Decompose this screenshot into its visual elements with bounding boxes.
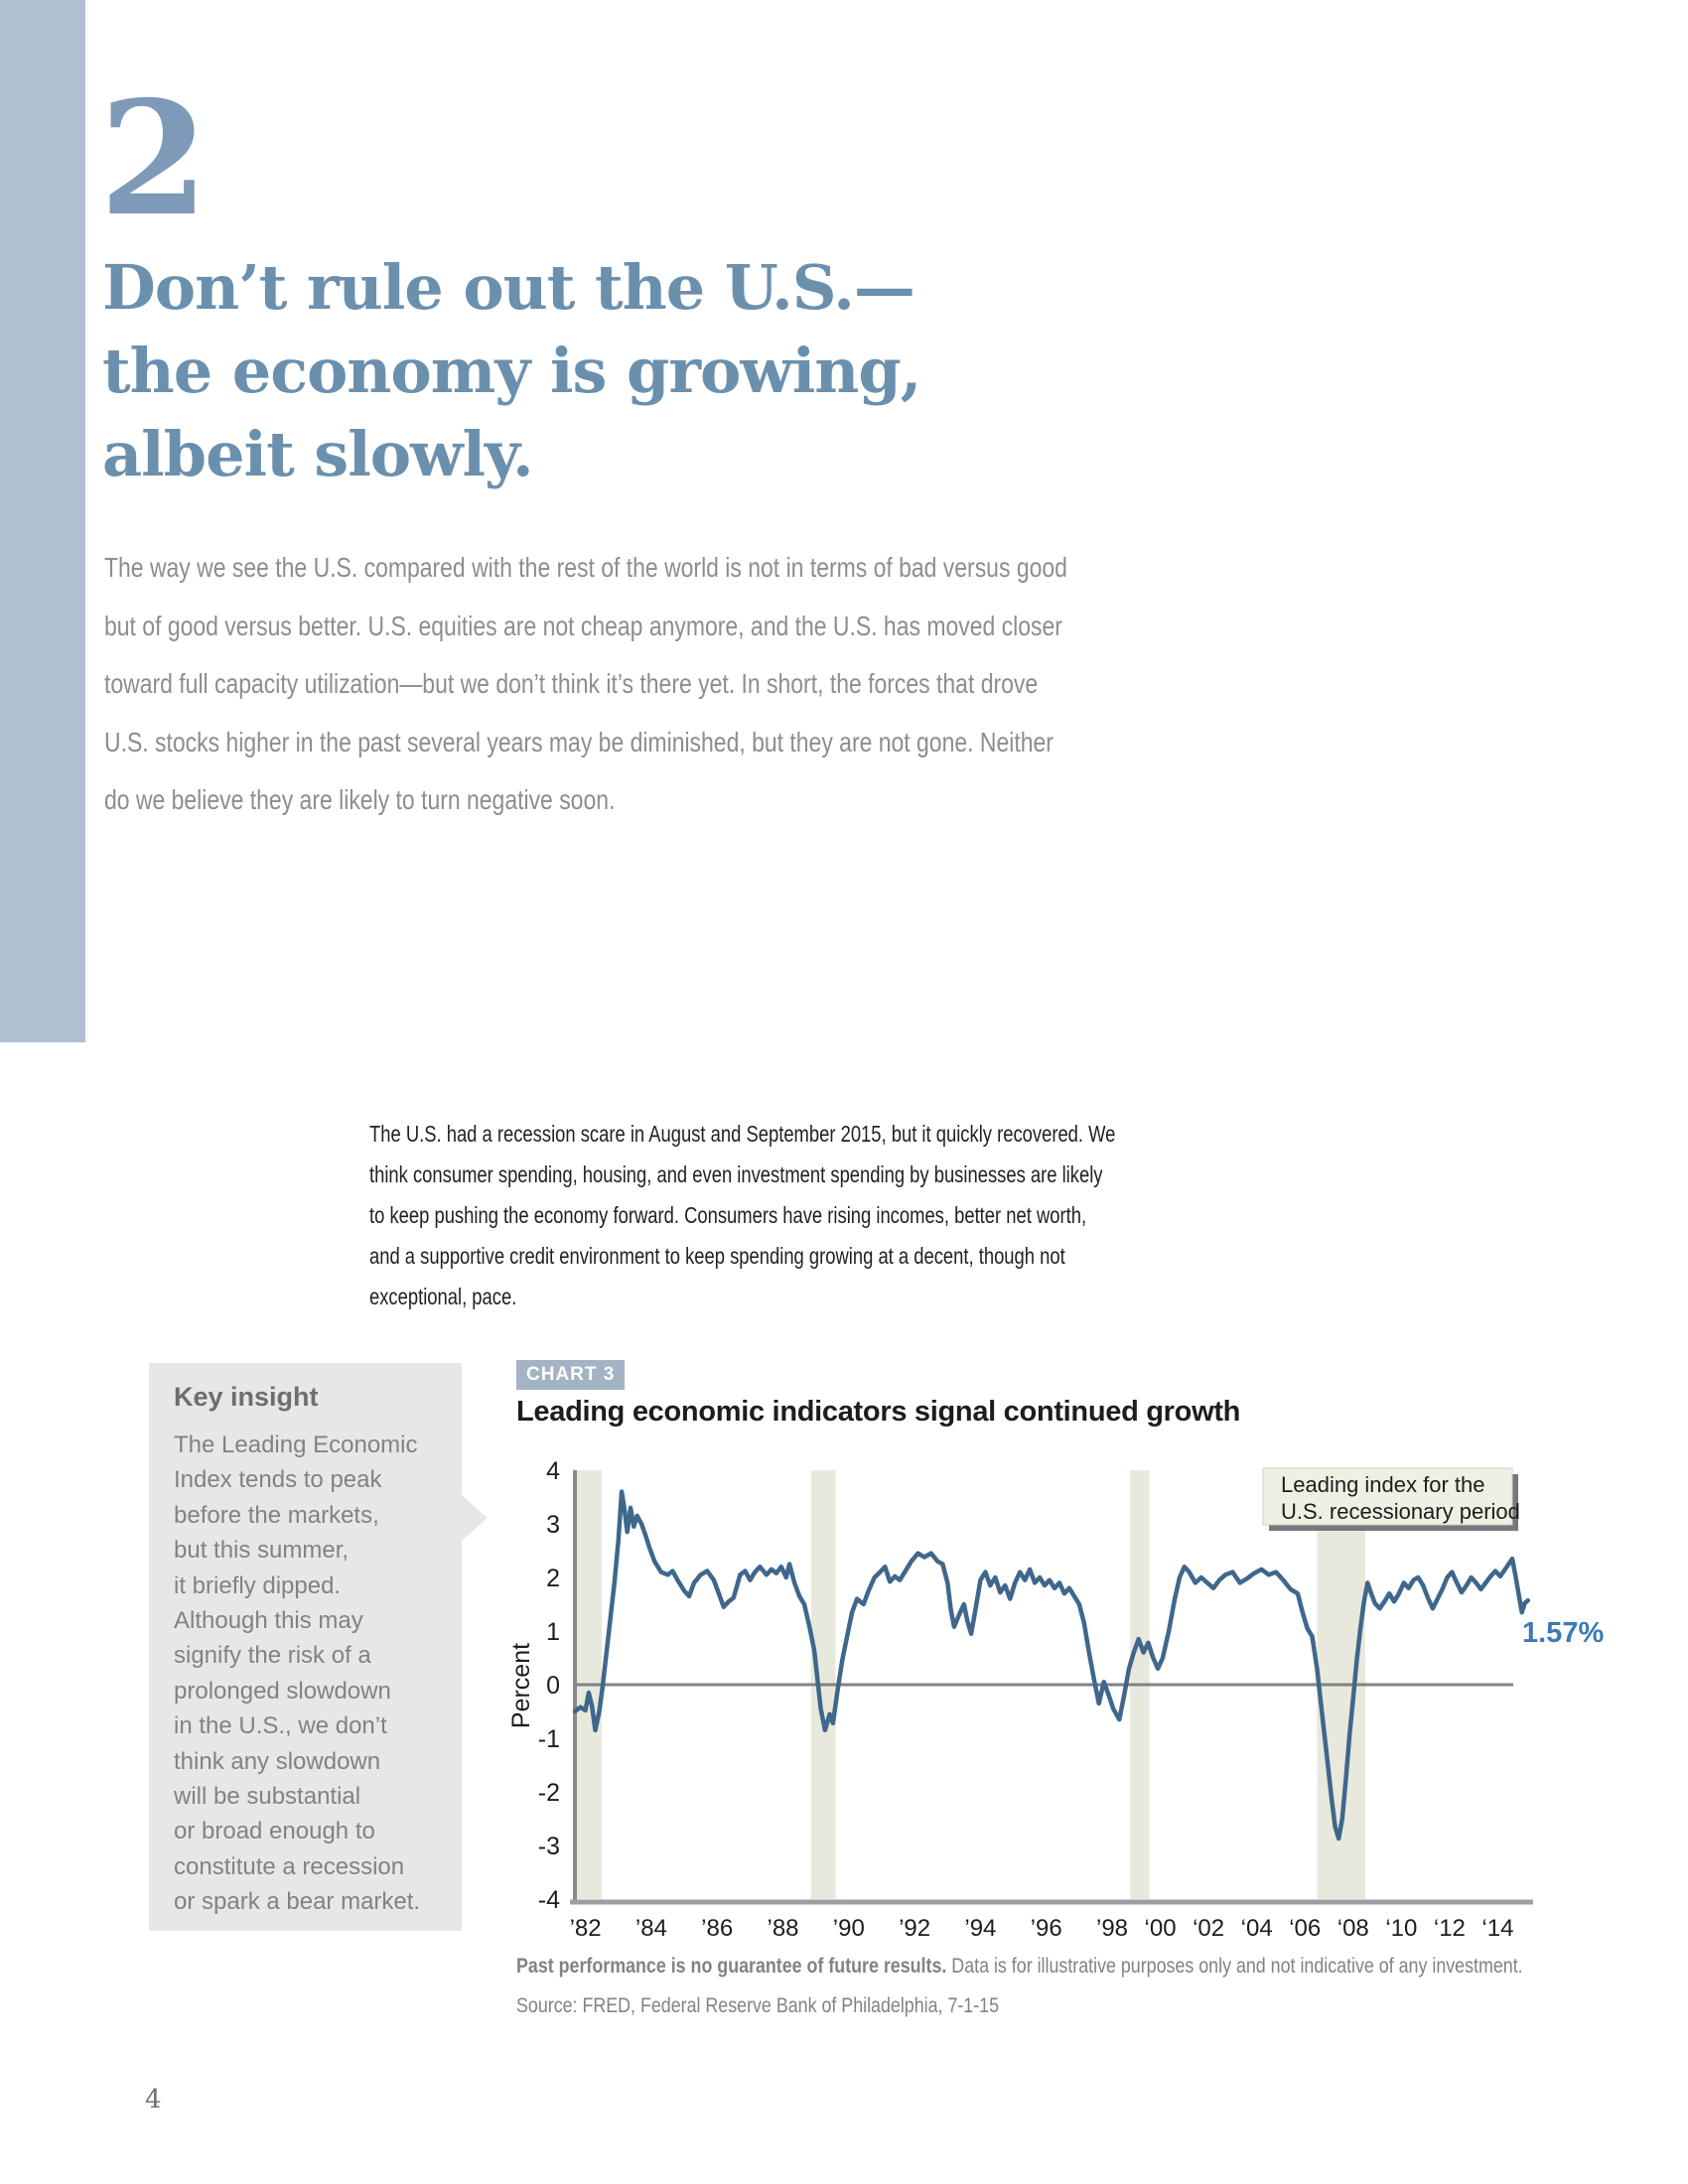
key-insight-text (174, 1428, 420, 1920)
text-line: constitute a recession (174, 1852, 405, 1880)
x-tick-label: ‘04 (1240, 1915, 1273, 1942)
x-tick-label: ‘00 (1144, 1915, 1177, 1942)
y-tick-label: 2 (546, 1565, 560, 1592)
y-tick-label: 1 (546, 1618, 560, 1646)
y-axis-label: Percent (507, 1642, 535, 1729)
x-tick-label: ’84 (634, 1915, 667, 1942)
intro-paragraph (104, 539, 1067, 830)
x-tick-label: ‘08 (1336, 1915, 1369, 1942)
footnote-rest: Data is for illustrative purposes only and not indicative of any investment. (946, 1954, 1523, 1978)
x-tick-label: ’98 (1095, 1915, 1129, 1942)
x-tick-label: ’82 (569, 1915, 602, 1942)
x-tick-label: ’88 (767, 1915, 799, 1942)
x-tick-label: ’92 (899, 1915, 931, 1942)
chart-badge: CHART 3 (516, 1360, 625, 1390)
chart-title: Leading economic indicators signal continued growth (516, 1396, 1241, 1428)
text-line: think consumer spending, housing, and even investment spending by businesses are likely (369, 1161, 1103, 1187)
footnote-bold: Past performance is no guarantee of future results. (516, 1954, 947, 1978)
y-tick-label: -1 (537, 1725, 560, 1753)
text-line: Although this may (174, 1607, 363, 1635)
y-tick-label: 3 (546, 1511, 560, 1539)
text-line: it briefly dipped. (174, 1571, 342, 1599)
x-tick-label: ‘06 (1289, 1915, 1322, 1942)
text-line: or spark a bear market. (174, 1888, 421, 1916)
x-tick-label: ’94 (964, 1915, 997, 1942)
text-line: exceptional, pace. (369, 1284, 517, 1309)
text-line: do we believe they are likely to turn negative soon. (104, 784, 616, 815)
text-line: U.S. stocks higher in the past several years may be diminished, but they are not gone. Neither (104, 726, 1054, 757)
x-tick-label: ‘14 (1481, 1915, 1514, 1942)
chart-line (575, 1492, 1528, 1839)
text-line: Don’t rule out the U.S.— (102, 251, 914, 324)
x-tick-label: ’90 (832, 1915, 865, 1942)
x-tick-label: ’96 (1030, 1915, 1062, 1942)
chart-footnote (516, 1946, 1523, 2025)
text-line: The way we see the U.S. compared with the rest of the world is not in terms of bad versus good (104, 552, 1067, 583)
y-tick-label: 4 (546, 1457, 560, 1485)
footnote-line (516, 1946, 1523, 1985)
y-tick-label: -2 (537, 1779, 560, 1807)
x-tick-label: ‘12 (1433, 1915, 1466, 1942)
section-number: 2 (99, 68, 209, 251)
key-insight-arrow (462, 1495, 488, 1541)
text-line: in the U.S., we don’t (174, 1712, 387, 1740)
text-line: before the markets, (174, 1501, 379, 1529)
text-line: prolonged slowdown (174, 1677, 391, 1705)
body-paragraph (369, 1114, 1115, 1317)
key-insight-title: Key insight (174, 1382, 319, 1412)
text-line: but of good versus better. U.S. equities are not cheap anymore, and the U.S. has moved closer (104, 610, 1062, 641)
text-line: toward full capacity utilization—but we don’t think it’s there yet. In short, the forces that drove (104, 668, 1039, 699)
text-line: and a supportive credit environment to keep spending growing at a decent, though not (369, 1243, 1065, 1269)
text-line: to keep pushing the economy forward. Consumers have rising incomes, better net worth, (369, 1202, 1087, 1228)
legend-label: Leading index for the (1281, 1472, 1485, 1497)
text-line: will be substantial (174, 1783, 361, 1811)
text-line: The U.S. had a recession scare in August and September 2015, but it quickly recovered. We (369, 1121, 1116, 1147)
x-tick-label: ‘02 (1193, 1915, 1225, 1942)
text-line: think any slowdown (174, 1747, 381, 1775)
y-tick-label: 0 (546, 1672, 560, 1700)
text-line: but this summer, (174, 1537, 350, 1565)
x-tick-label: ‘10 (1385, 1915, 1418, 1942)
section-heading (102, 246, 920, 496)
source-line: Source: FRED, Federal Reserve Bank of Philadelphia, 7-1-15 (516, 1993, 1000, 2017)
line-chart (487, 1449, 1628, 1956)
text-line: the economy is growing, (102, 335, 921, 407)
y-tick-label: -3 (537, 1833, 560, 1860)
text-line: signify the risk of a (174, 1642, 371, 1670)
text-line: The Leading Economic (174, 1432, 418, 1458)
text-line: or broad enough to (174, 1818, 375, 1845)
sidebar-accent-bar (0, 0, 85, 1042)
x-tick-label: ’86 (701, 1915, 734, 1942)
page-number: 4 (145, 2085, 162, 2115)
legend-label: U.S. recessionary period (1281, 1499, 1520, 1524)
y-tick-label: -4 (537, 1886, 560, 1914)
text-line: albeit slowly. (102, 418, 533, 490)
end-value-label: 1.57% (1522, 1617, 1605, 1649)
text-line: Index tends to peak (174, 1466, 382, 1494)
